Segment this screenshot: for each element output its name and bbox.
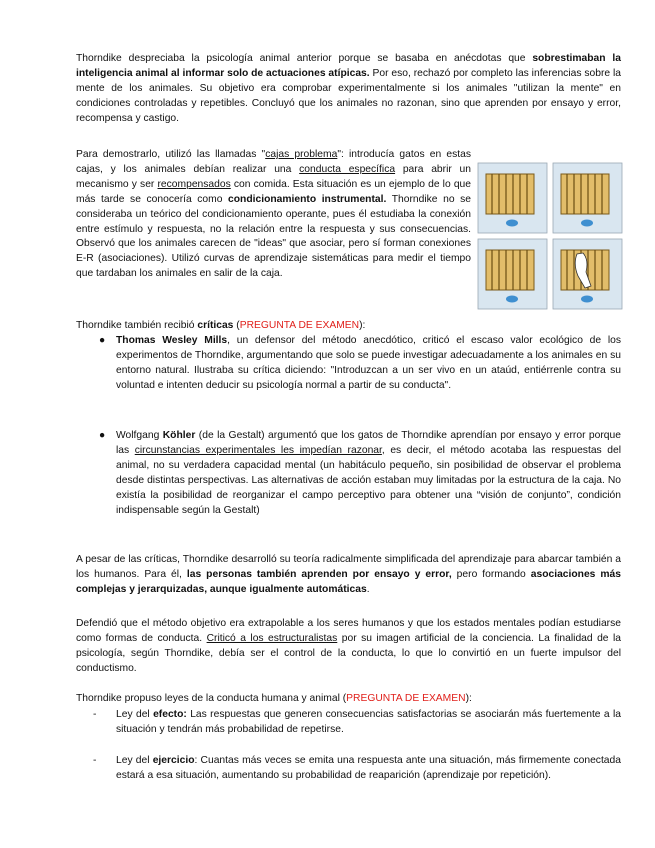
text-run: pero formando (451, 568, 531, 580)
underlined-run: cajas problema (265, 149, 338, 160)
text-run: ( (233, 320, 240, 331)
underlined-run: recompensados (157, 178, 231, 190)
paragraph-objective-method (76, 617, 621, 677)
text-run: , es decir, el método acotaba las respuestas del animal, no su verdadera capacidad mental (un habitáculo pequeño, sin posibilidad de observar el problema desde distintas perspectivas. Las alternativas de acción estaban muy limitadas por la estructura de la caja. No existía la posibilidad de reorganizar el campo perceptivo para obtener una “visión de conjunto”, condición indispensable según la Gestalt) (116, 444, 621, 516)
text-run: Thorndike no se consideraba un teórico del condicionamiento operante, pues él estudiaba la conexión entre estímulo y respuesta, no la relación entre la respuesta y sus consecuencias. Observó que los animales carecen de "ideas" que asociar, pero sí forman conexiones E-R (asociaciones). Utilizó curvas de aprendizaje sistemáticas para medir el tiempo que tardaban los animales en salir de la caja. (76, 193, 471, 280)
text-run: Para demostrarlo, utilizó las llamadas " (76, 149, 266, 160)
text-run: , un defensor del método anecdótico, criticó el escaso valor ecológico de los experimentos de Thorndike, argumentando que solo se puede investigar adecuadamente a los animales en su entorno natural. Ilustraba su crítica diciendo: "Introduzcan a un ser vivo en un ataúd, entiérrenle contra su voluntad e intenten deducir su psicología normal a partir de su conducta". (116, 335, 621, 391)
text-run: : Cuantas más veces se emita una respuesta ante una situación, más firmemente conectada estará a esa situación, aumentando su probabilidad de reaparición (aprendizaje por repetición). (116, 755, 621, 781)
bold-run: sobrestimaban la inteligencia animal al informar solo de actuaciones atípicas. (76, 53, 621, 79)
text-run: con comida. Esta situación es un ejemplo de lo que más tarde se conocería como (76, 178, 472, 205)
underlined-run: Criticó a los estructuralistas (206, 632, 338, 644)
list-item-law-of-exercise (116, 754, 621, 784)
text-run: ): (359, 320, 366, 331)
exam-question-label: PREGUNTA DE EXAMEN (346, 693, 466, 704)
text-run: Thorndike también recibió (76, 320, 198, 331)
text-run: A pesar de las críticas, Thorndike desarrolló su teoría radicalmente simplificada del aprendizaje para abarcar también a los humanos. Para él, (76, 554, 621, 580)
paragraph-human-learning (76, 553, 621, 598)
text-run: Las respuestas que generen consecuencias satisfactorias se asociarán más fuertemente a la situación y tendrán más probabilidad de repetirse. (116, 709, 621, 735)
text-run: ): (465, 693, 472, 704)
list-item-mills (116, 334, 621, 394)
bold-run: condicionamiento instrumental. (228, 193, 387, 205)
text-run: Por eso, rechazó por completo las inferencias sobre la mente de los animales. Su objetivo era comprobar experimentalmente si los animales "utilizan la mente" en condiciones controladas y repetibles. Concluyó que los animales no razonan, sino que aprenden por ensayo y error, recompensa y castigo. (76, 67, 621, 124)
underlined-run: circunstancias experimentales les impedían razonar (134, 444, 382, 456)
paragraph-intro (76, 52, 621, 127)
bullet-icon: ● (99, 335, 106, 346)
text-run: Ley del (116, 709, 154, 720)
text-run: Defendió que el método objetivo era extrapolable a los seres humanos y que los estados mentales podían estudiarse como formas de conducta. (76, 618, 621, 644)
text-run: . (366, 583, 370, 595)
bold-run: Thomas Wesley Mills (116, 335, 228, 346)
text-run: Wolfgang (116, 430, 163, 441)
text-run: ": introducía gatos en estas cajas, y los animales debían realizar una (76, 149, 471, 175)
cage-panel-3 (478, 239, 547, 309)
text-run: para abrir un mecanismo y ser (76, 163, 472, 190)
paragraph-criticism-heading (76, 319, 621, 334)
paragraph-puzzle-boxes (76, 148, 471, 282)
underlined-run: conducta específica (299, 163, 396, 175)
text-run: Ley del (116, 755, 153, 766)
bold-run: asociaciones más complejas y jerarquizadas, aunque igualmente automáticas (76, 568, 621, 595)
bold-run: las personas también aprenden por ensayo y error, (186, 568, 452, 580)
text-run: (de la Gestalt) argumentó que los gatos de Thorndike aprendían por ensayo y error porque las (116, 430, 621, 456)
dash-bullet-icon: - (93, 709, 97, 720)
text-run: Thorndike propuso leyes de la conducta humana y animal ( (76, 693, 347, 704)
text-run: Thorndike despreciaba la psicología animal anterior porque se basaba en anécdotas que (76, 53, 533, 64)
list-item-kohler (116, 429, 621, 518)
cage-panel-1 (478, 163, 547, 233)
bold-run: Köhler (162, 430, 196, 441)
text-run: por su imagen artificial de la conciencia. La finalidad de la psicología, según Thorndike, debía ser el control de la conducta, lo que lo convirtió en un fuerte impulsor del conductismo. (76, 632, 622, 674)
bold-run: efecto: (153, 709, 187, 720)
bold-run: ejercicio (152, 755, 195, 766)
bold-run: críticas (197, 320, 234, 331)
paragraph-laws-heading (76, 692, 621, 707)
puzzle-box-illustration (477, 162, 623, 311)
list-item-law-of-effect (116, 708, 621, 738)
bullet-icon: ● (99, 430, 106, 441)
dash-bullet-icon: - (93, 755, 97, 766)
cage-panel-4 (553, 239, 622, 309)
exam-question-label: PREGUNTA DE EXAMEN (239, 320, 360, 331)
cage-panel-2 (553, 163, 622, 233)
